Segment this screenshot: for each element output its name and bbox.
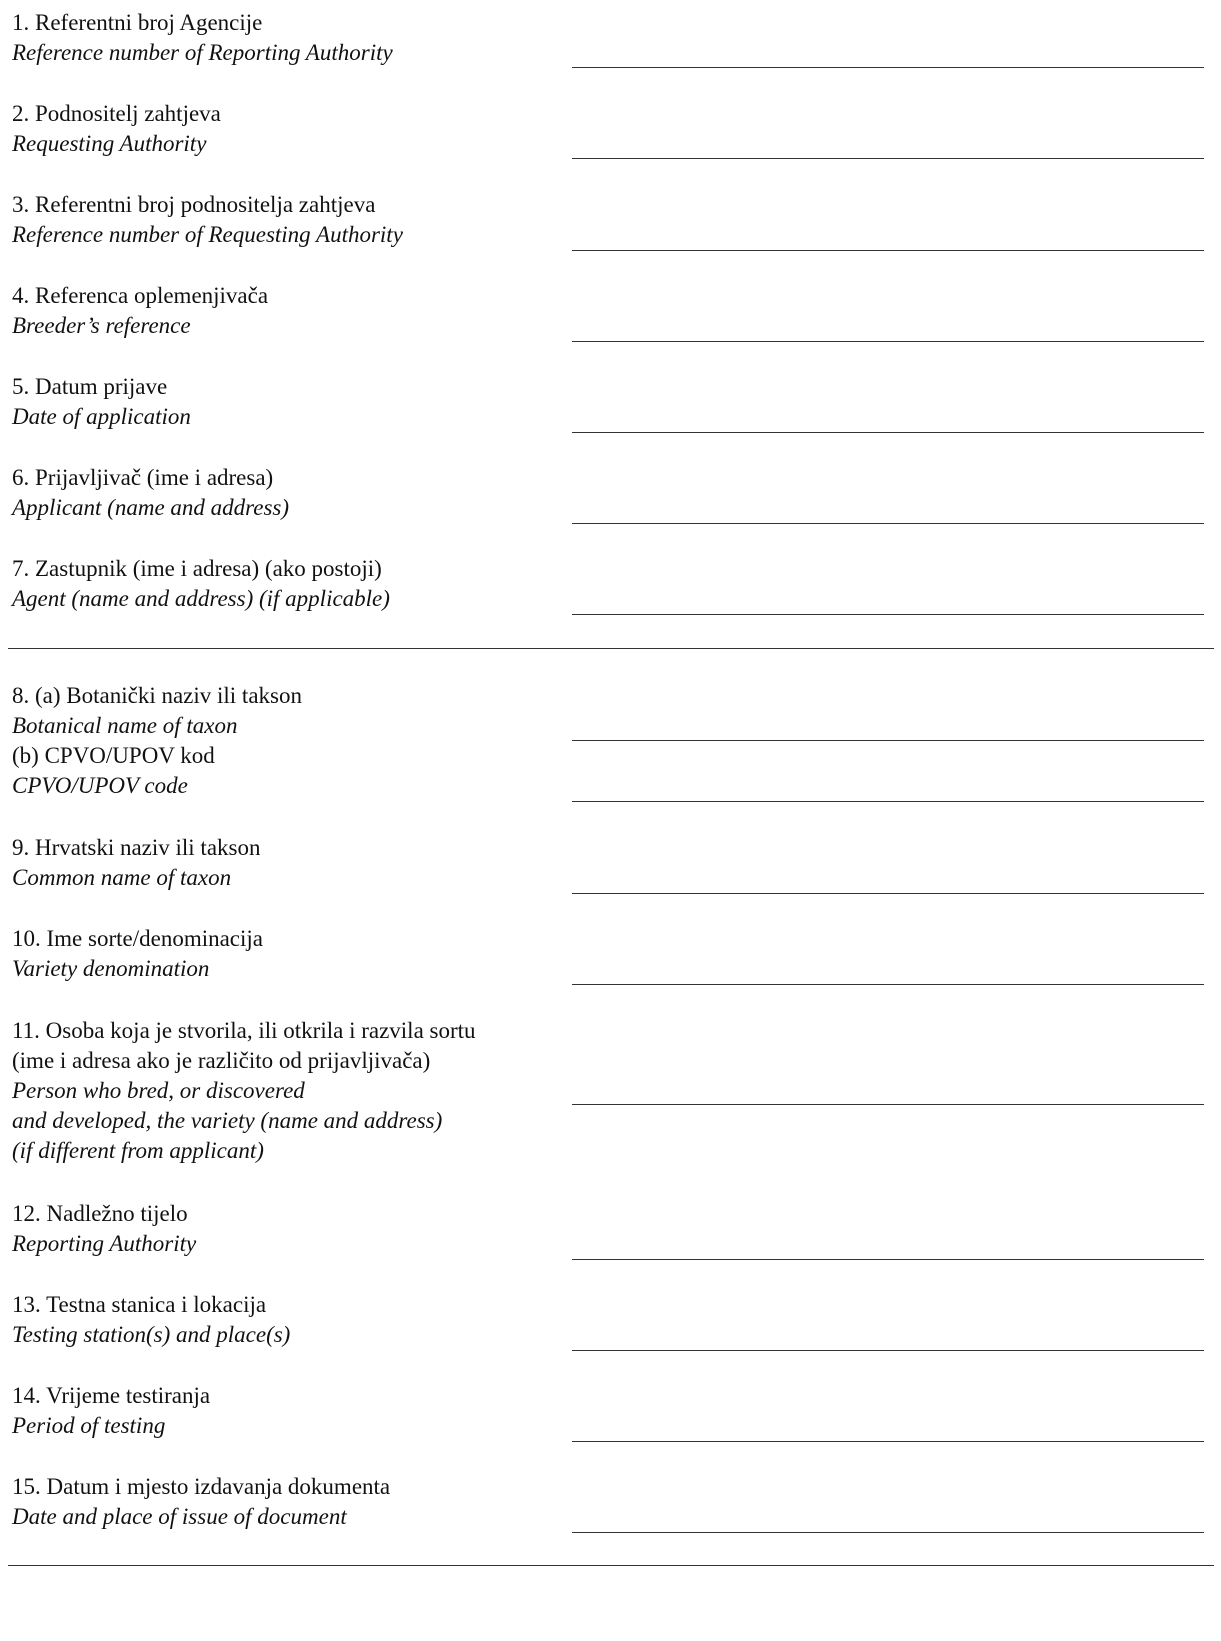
field-4-label-hr: 4. Referenca oplemenjivača [12,283,269,308]
field-1-entry-line[interactable] [572,67,1204,68]
field-12-reporting-authority [12,1199,1212,1259]
field-6-entry-line[interactable] [572,523,1204,524]
field-13-label-hr: 13. Testna stanica i lokacija [12,1292,267,1317]
field-8-botanical-name [12,681,1212,801]
field-8a-label-en: Botanical name of taxon [12,713,238,738]
field-7-label-en: Agent (name and address) (if applicable) [12,586,390,611]
field-7-agent [12,554,1212,614]
field-8b-label-hr: (b) CPVO/UPOV kod [12,743,215,768]
field-10-label-hr: 10. Ime sorte/denominacija [12,926,264,951]
field-4-label-en: Breeder’s reference [12,313,191,338]
field-7-entry-line[interactable] [572,614,1204,615]
field-2-label-hr: 2. Podnositelj zahtjeva [12,101,221,126]
field-1-reporting-authority-reference [12,8,1212,68]
field-5-label-en: Date of application [12,404,191,429]
field-11-label-en-line1: Person who bred, or discovered [12,1078,305,1103]
field-6-applicant [12,463,1212,523]
field-3-requesting-authority-reference [12,190,1212,250]
field-10-entry-line[interactable] [572,984,1204,985]
field-12-label-hr: 12. Nadležno tijelo [12,1201,188,1226]
field-14-label-hr: 14. Vrijeme testiranja [12,1383,211,1408]
field-2-requesting-authority [12,99,1212,159]
field-5-entry-line[interactable] [572,432,1204,433]
field-3-label-hr: 3. Referentni broj podnositelja zahtjeva [12,192,376,217]
field-5-label-hr: 5. Datum prijave [12,374,168,399]
field-13-entry-line[interactable] [572,1350,1204,1351]
field-9-common-name [12,833,1212,893]
field-15-date-place-of-issue [12,1472,1212,1532]
field-13-testing-station [12,1290,1212,1350]
field-5-date-of-application [12,372,1212,432]
field-8a-entry-line[interactable] [572,740,1204,741]
field-10-label-en: Variety denomination [12,956,210,981]
field-3-entry-line[interactable] [572,250,1204,251]
section-divider-top [8,648,1214,649]
field-11-breeder [12,1016,1212,1166]
field-4-breeders-reference [12,281,1212,341]
field-8b-entry-line[interactable] [572,801,1204,802]
field-14-entry-line[interactable] [572,1441,1204,1442]
field-6-label-en: Applicant (name and address) [12,495,290,520]
field-2-entry-line[interactable] [572,158,1204,159]
field-6-label-hr: 6. Prijavljivač (ime i adresa) [12,465,274,490]
field-11-label-hr-line2: (ime i adresa ako je različito od prijavljivača) [12,1048,431,1073]
field-9-label-hr: 9. Hrvatski naziv ili takson [12,835,261,860]
field-10-variety-denomination [12,924,1212,984]
field-11-label-en-line2: and developed, the variety (name and address) [12,1108,443,1133]
field-9-label-en: Common name of taxon [12,865,232,890]
field-9-entry-line[interactable] [572,893,1204,894]
field-15-label-hr: 15. Datum i mjesto izdavanja dokumenta [12,1474,391,1499]
field-4-entry-line[interactable] [572,341,1204,342]
field-11-entry-line[interactable] [572,1104,1204,1105]
field-1-label-en: Reference number of Reporting Authority [12,40,393,65]
field-14-period-of-testing [12,1381,1212,1441]
field-8a-label-hr: 8. (a) Botanički naziv ili takson [12,683,302,708]
field-11-label-hr-line1: 11. Osoba koja je stvorila, ili otkrila i razvila sortu [12,1018,476,1043]
field-1-label-hr: 1. Referentni broj Agencije [12,10,263,35]
field-7-label-hr: 7. Zastupnik (ime i adresa) (ako postoji) [12,556,382,581]
field-14-label-en: Period of testing [12,1413,166,1438]
section-divider-bottom [8,1565,1214,1566]
field-12-label-en: Reporting Authority [12,1231,197,1256]
field-2-label-en: Requesting Authority [12,131,207,156]
field-12-entry-line[interactable] [572,1259,1204,1260]
field-15-label-en: Date and place of issue of document [12,1504,347,1529]
field-3-label-en: Reference number of Requesting Authority [12,222,403,247]
field-15-entry-line[interactable] [572,1532,1204,1533]
field-11-label-en-line3: (if different from applicant) [12,1138,264,1163]
field-8b-label-en: CPVO/UPOV code [12,773,188,798]
field-13-label-en: Testing station(s) and place(s) [12,1322,291,1347]
